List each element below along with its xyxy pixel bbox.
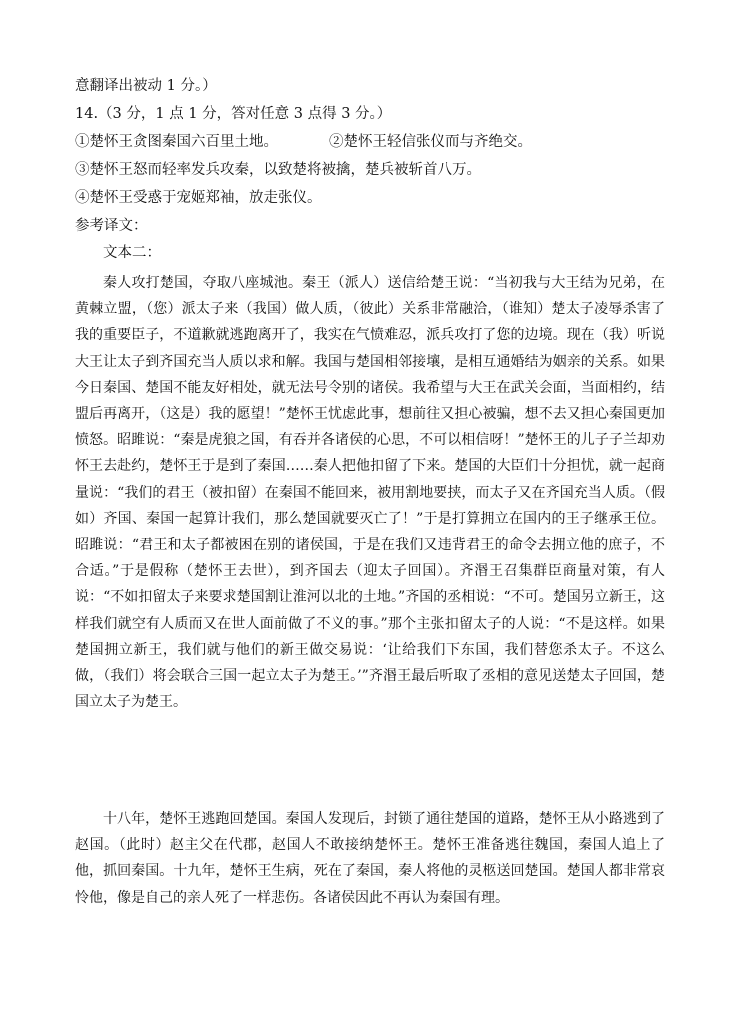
answer-point-2: ②楚怀王轻信张仪而与齐绝交。 xyxy=(329,134,532,150)
question-14-header: 14.（3 分，1 点 1 分，答对任意 3 点得 3 分。） xyxy=(75,106,392,122)
answer-point-4: ④楚怀王受惑于宠姬郑袖，放走张仪。 xyxy=(75,190,322,206)
translation-paragraph-2: 十八年，楚怀王逃跑回楚国。秦国人发现后，封锁了通往楚国的道路，楚怀王从小路逃到了赵国。（此时）赵主父在代郡，赵国人不敢接纳楚怀王。楚怀王准备逃往魏国，秦国人追上了他，抓回秦国。十九年，楚怀王生病，死在了秦国，秦人将他的灵柩送回楚国。楚国人都非常哀怜他，像是自己的亲人死了一样悲伤。各诸侯因此不再认为秦国有理。 xyxy=(75,811,665,906)
answer-point-3: ③楚怀王怒而轻率发兵攻秦，以致楚将被擒，楚兵被斩首八万。 xyxy=(75,162,481,178)
answer-line-continuation: 意翻译出被动 1 分。） xyxy=(75,78,217,94)
translation-subtitle: 文本二： xyxy=(103,245,161,261)
answer-point-1: ①楚怀王贪图秦国六百里土地。 xyxy=(75,134,278,150)
translation-paragraph-1: 秦人攻打楚国，夺取八座城池。秦王（派人）送信给楚王说：“当初我与大王结为兄弟，在黄棘立盟，（您）派太子来（我国）做人质，（彼此）关系非常融洽，（谁知）楚太子凌辱杀害了我的重要臣子，不道歉就逃跑离开了，我实在气愤难忍，派兵攻打了您的边境。现在（我）听说大王让太子到齐国充当人质以求和解。我国与楚国相邻接壤，是相互通婚结为姻亲的关系。如果今日秦国、楚国不能友好相处，就无法号令别的诸侯。我希望与大王在武关会面，当面相约，结盟后再离开，（这是）我的愿望！”楚怀王忧虑此事，想前往又担心被骗，想不去又担心秦国更加愤怒。昭雎说：“秦是虎狼之国，有吞并各诸侯的心思，不可以相信呀！”楚怀王的儿子子兰却劝怀王去赴约，楚怀王于是到了秦国……秦人把他扣留了下来。楚国的大臣们十分担忧，就一起商量说：“我们的君王（被扣留）在秦国不能回来，被用割地要挟，而太子又在齐国充当人质。（假如）齐国、秦国一起算计我们，那么楚国就要灭亡了！”于是打算拥立在国内的王子继承王位。昭雎说：“君王和太子都被困在别的诸侯国，于是在我们又违背君王的命令去拥立他的庶子，不合适。”于是假称（楚怀王去世），到齐国去（迎太子回国）。齐湣王召集群臣商量对策，有人说：“不如扣留太子来要求楚国割让淮河以北的土地。”齐国的丞相说：“不可。楚国另立新王，这样我们就空有人质而又在世人面前做了不义的事。”那个主张扣留太子的人说：“不是这样。如果楚国拥立新王，我们就与他们的新王做交易说：‘让给我们下东国，我们替您杀太子。不这么做，（我们）将会联合三国一起立太子为楚王。’”齐湣王最后听取了丞相的意见送楚太子回国，楚国立太子为楚王。 xyxy=(75,275,665,711)
translation-label: 参考译文： xyxy=(75,218,148,234)
